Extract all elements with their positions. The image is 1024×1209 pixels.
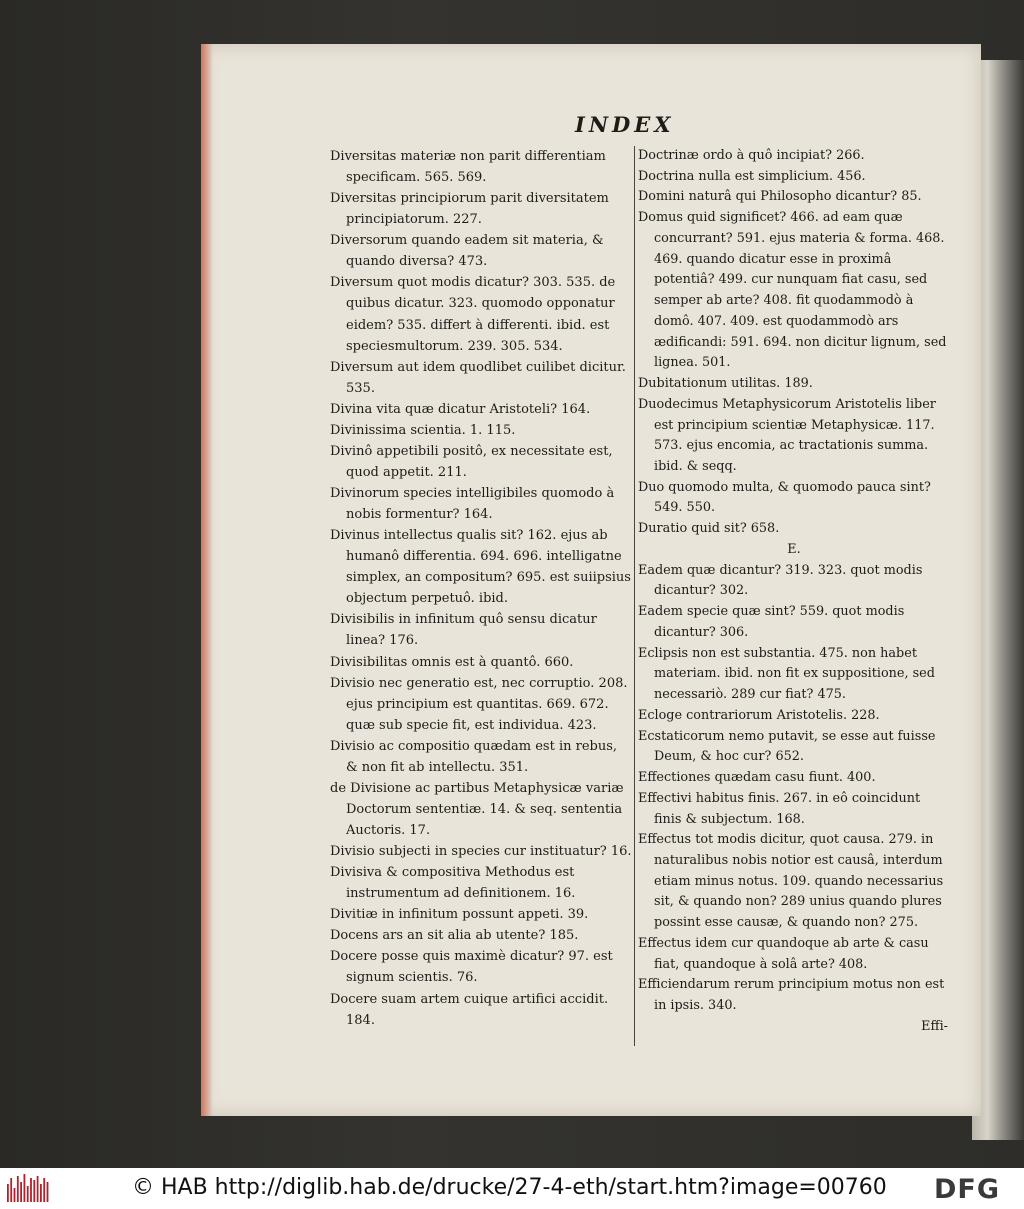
section-letter: E. (787, 541, 801, 557)
index-column-right (638, 146, 950, 1038)
index-entry: Diversitas materiæ non parit differentiam specificam. 565. 569. (330, 149, 606, 186)
index-entry: Diversitas principiorum parit diversitatem principiatorum. 227. (330, 191, 609, 228)
hab-logo-bar (20, 1182, 22, 1202)
hab-logo-icon (6, 1174, 50, 1202)
hab-logo-bar (10, 1178, 12, 1202)
page-gutter-edge (201, 44, 213, 1116)
hab-logo-bar (14, 1188, 16, 1202)
index-entry: Divisio subjecti in species cur instituatur? 16. (330, 844, 632, 860)
viewer-footer (0, 1168, 1024, 1209)
index-entry: Duratio quid sit? 658. (638, 521, 780, 537)
index-entry: Eadem quæ dicantur? 319. 323. quot modis dicantur? 302. (638, 562, 923, 599)
copyright-caption: © HAB http://diglib.hab.de/drucke/27-4-eth/start.htm?image=00760 (132, 1175, 887, 1200)
index-entry: Duodecimus Metaphysicorum Aristotelis liber est principium scientiæ Metaphysicæ. 117. 573. ejus encomia, ac tractationis summa. ibid. & seqq. (638, 396, 936, 475)
index-entry: Ecloge contrariorum Aristotelis. 228. (638, 707, 880, 723)
index-entry: de Divisione ac partibus Metaphysicæ variæ Doctorum sententiæ. 14. & seq. sententia Auctoris. 17. (330, 780, 624, 838)
index-entry: Eclipsis non est substantia. 475. non habet materiam. ibid. non fit ex suppositione, sed necessariò. 289 cur fiat? 475. (638, 645, 935, 703)
hab-logo-bar (30, 1178, 32, 1202)
running-head: INDEX (575, 112, 675, 137)
hab-logo-bar (40, 1184, 42, 1202)
index-entry: Divisibilitas omnis est à quantô. 660. (330, 654, 574, 670)
index-entry: Domini naturâ qui Philosopho dicantur? 85. (638, 189, 922, 205)
index-entry: Divinorum species intelligibiles quomodo à nobis formentur? 164. (330, 486, 615, 523)
index-entry: Divisibilis in infinitum quô sensu dicatur linea? 176. (330, 612, 597, 649)
index-entry: Efficiendarum rerum principium motus non est in ipsis. 340. (638, 977, 945, 1014)
hab-logo-bar (17, 1176, 19, 1202)
index-entry: Doctrina nulla est simplicium. 456. (638, 168, 866, 184)
hab-logo-bar (24, 1174, 26, 1202)
index-entry: Eadem specie quæ sint? 559. quot modis dicantur? 306. (638, 604, 905, 640)
index-entry: Effectivi habitus finis. 267. in eô coincidunt finis & subjectum. 168. (638, 790, 921, 827)
index-entry: Domus quid significet? 466. ad eam quæ concurrant? 591. ejus materia & forma. 468. 469. quando dicatur esse in proximâ potentiâ? 499. cur nunquam fiat casu, sed semper ab arte? 408. fit quodammodò à domô. 407. 409. est quodammodò ars ædificandi: 591. 694. non dicitur lignum, sed lignea. 501. (638, 210, 947, 371)
index-entry: Docens ars an sit alia ab utente? 185. (330, 928, 579, 944)
catchword: Effi- (921, 1018, 948, 1034)
index-entry: Ecstaticorum nemo putavit, se esse aut fuisse Deum, & hoc cur? 652. (638, 728, 936, 765)
hab-logo-bar (7, 1184, 9, 1202)
index-entry: Divinus intellectus qualis sit? 162. ejus ab humanô differentia. 694. 696. intelligatne simplex, an compositum? 695. est suiipsius objectum perpetuô. ibid. (330, 528, 631, 607)
index-entry: Diversum quot modis dicatur? 303. 535. de quibus dicatur. 323. quomodo opponatur eidem? 535. differt à differenti. ibid. est speciesmultorum. 239. 305. 534. (330, 275, 616, 354)
index-entry: Dubitationum utilitas. 189. (638, 376, 813, 392)
hab-logo-bar (27, 1186, 29, 1202)
hab-logo-bar (47, 1182, 49, 1202)
index-entry: Duo quomodo multa, & quomodo pauca sint? 549. 550. (638, 479, 931, 516)
index-entry: Diversum aut idem quodlibet cuilibet dicitur. 535. (330, 359, 626, 396)
index-entry: Diversorum quando eadem sit materia, & quando diversa? 473. (330, 233, 604, 270)
index-entry: Divitiæ in infinitum possunt appeti. 39. (330, 907, 589, 923)
index-entry: Divisio nec generatio est, nec corruptio. 208. ejus principium est quantitas. 669. 672. quæ sub specie fit, est individua. 423. (330, 675, 628, 733)
index-entry: Effectus tot modis dicitur, quot causa. 279. in naturalibus nobis notior est causâ, interdum etiam minus notus. 109. quando necessarius sit, & quando non? 289 unius quando plures possint esse causæ, & quando non? 275. (638, 832, 944, 931)
index-entry: Docere suam artem cuique artifici accidit. 184. (330, 991, 609, 1028)
dfg-logo: DFG (934, 1174, 1001, 1205)
column-divider (634, 146, 635, 1046)
index-entry: Divinô appetibili positô, ex necessitate est, quod appetit. 211. (330, 443, 613, 480)
hab-logo-bar (43, 1178, 45, 1202)
hab-logo-bar (37, 1176, 39, 1202)
index-entry: Divina vita quæ dicatur Aristoteli? 164. (330, 401, 591, 417)
index-entry: Effectus idem cur quandoque ab arte & casu fiat, quandoque à solâ arte? 408. (638, 935, 929, 972)
hab-logo-bar (33, 1180, 35, 1202)
index-entry: Divisiva & compositiva Methodus est instrumentum ad definitionem. 16. (330, 865, 576, 902)
index-entry: Doctrinæ ordo à quô incipiat? 266. (638, 148, 865, 163)
index-entry: Divisio ac compositio quædam est in rebus, & non fit ab intellectu. 351. (330, 738, 618, 775)
index-entry: Divinissima scientia. 1. 115. (330, 422, 516, 438)
index-entry: Effectiones quædam casu fiunt. 400. (638, 770, 876, 786)
index-entry: Docere posse quis maximè dicatur? 97. est signum scientis. 76. (330, 949, 613, 986)
index-column-left (330, 146, 632, 1031)
